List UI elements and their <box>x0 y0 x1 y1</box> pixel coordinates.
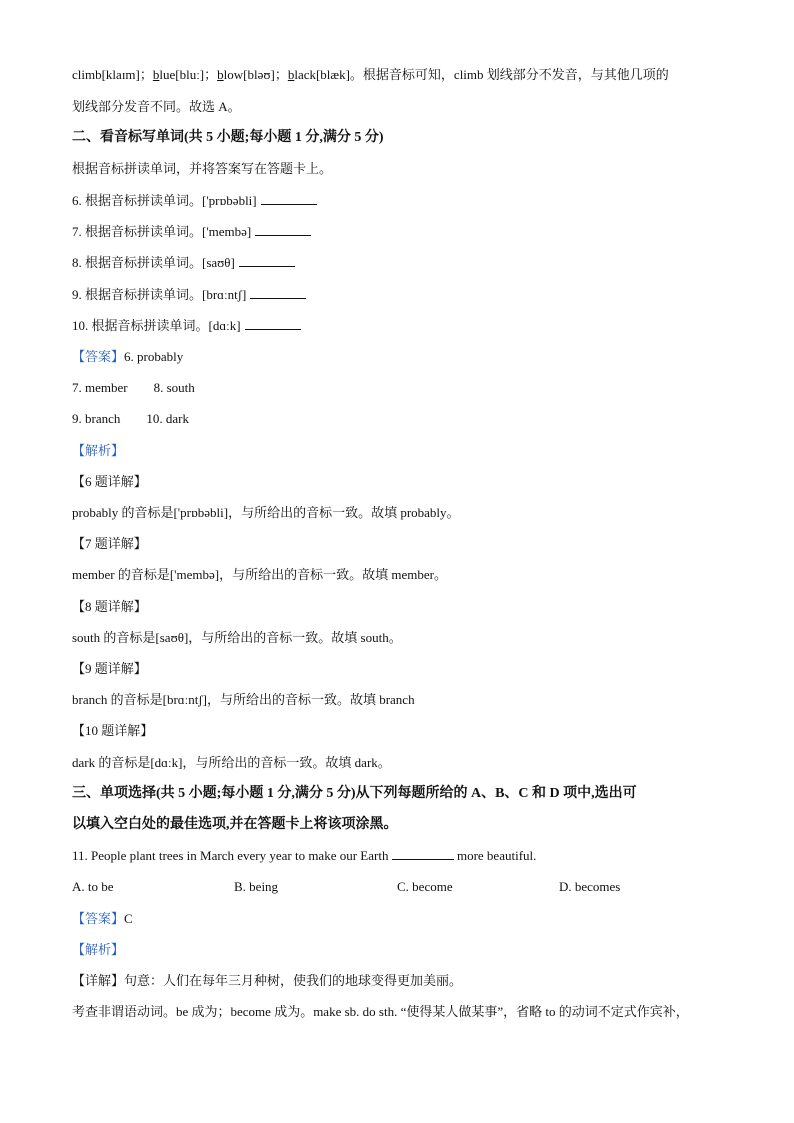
answer-blank <box>255 223 311 236</box>
detail-7-tag: 【7 题详解】 <box>72 536 147 551</box>
option-b: B. being <box>234 879 279 894</box>
detail-10-tag: 【10 题详解】 <box>72 723 154 738</box>
detail-10-text: dark 的音标是[dɑːk]，与所给出的音标一致。故填 dark。 <box>72 755 391 770</box>
answer-blank <box>392 847 454 860</box>
answer-row-3 <box>72 410 189 428</box>
answer-row-1 <box>72 348 183 366</box>
question-8 <box>72 254 295 272</box>
section-2-instruction: 根据音标拼读单词，并将答案写在答题卡上。 <box>72 161 333 176</box>
answer-10: 10. dark <box>146 411 189 426</box>
intro-text: lack[blæk]。根据音标可知，climb 划线部分不发音，与其他几项的 <box>294 67 669 82</box>
answer-blank <box>239 254 295 267</box>
underlined-letter: b <box>152 67 160 82</box>
detail-8-text: south 的音标是[saʊθ]，与所给出的音标一致。故填 south。 <box>72 630 402 645</box>
question-11 <box>72 847 536 865</box>
option-a: A. to be <box>72 879 114 894</box>
detail-6-tag: 【6 题详解】 <box>72 474 147 489</box>
detail-11 <box>72 972 462 990</box>
answer-blank <box>245 317 301 330</box>
question-text: 10. 根据音标拼读单词。[dɑːk] <box>72 318 241 333</box>
answer-8: 8. south <box>153 380 195 395</box>
question-9 <box>72 286 306 304</box>
question-text: 6. 根据音标拼读单词。['prɒbəbli] <box>72 193 257 208</box>
answer-blank <box>250 286 306 299</box>
analysis-tag: 【解析】 <box>72 942 125 957</box>
question-7 <box>72 223 311 241</box>
intro-line-2: 划线部分发音不同。故选 A。 <box>72 99 241 114</box>
underlined-letter: b <box>287 67 295 82</box>
detail-11-explanation: 考查非谓语动词。be 成为；become 成为。make sb. do sth. “使得某人做某事”，省略 to 的动词不定式作宾补， <box>72 1004 689 1019</box>
answer-row-2 <box>72 379 195 397</box>
option-c: C. become <box>397 879 453 894</box>
analysis-tag: 【解析】 <box>72 443 125 458</box>
section-2-heading: 二、看音标写单词(共 5 小题;每小题 1 分,满分 5 分) <box>72 130 384 145</box>
answer-blank <box>261 192 317 205</box>
answer-tag: 【答案】 <box>72 349 125 364</box>
question-6 <box>72 192 317 210</box>
answer-6: 6. probably <box>124 349 184 364</box>
intro-text: climb[klaɪm]； <box>72 67 153 82</box>
question-stem: 11. People plant trees in March every year to make our Earth <box>72 848 392 863</box>
detail-8-tag: 【8 题详解】 <box>72 599 147 614</box>
section-3-heading-line-2: 以填入空白处的最佳选项,并在答题卡上将该项涂黑。 <box>72 817 398 832</box>
option-d: D. becomes <box>559 879 621 894</box>
answer-tag: 【答案】 <box>72 911 125 926</box>
answer-7: 7. member <box>72 380 128 395</box>
question-text: 7. 根据音标拼读单词。['membə] <box>72 224 252 239</box>
question-stem: more beautiful. <box>453 848 537 863</box>
detail-text: 句意：人们在每年三月种树，使我们的地球变得更加美丽。 <box>124 973 463 988</box>
question-text: 8. 根据音标拼读单词。[saʊθ] <box>72 255 235 270</box>
answer-row-11 <box>72 910 133 928</box>
detail-7-text: member 的音标是['membə]，与所给出的音标一致。故填 member。 <box>72 567 447 582</box>
intro-text: lue[bluː]； <box>159 67 218 82</box>
intro-text: low[bləʊ]； <box>223 67 288 82</box>
question-10 <box>72 317 301 335</box>
intro-line-1 <box>72 66 669 84</box>
detail-tag: 【详解】 <box>72 973 125 988</box>
answer-9: 9. branch <box>72 411 121 426</box>
section-3-heading-line-1: 三、单项选择(共 5 小题;每小题 1 分,满分 5 分)从下列每题所给的 A、B、C 和 D 项中,选出可 <box>72 786 637 801</box>
answer-11: C <box>124 911 133 926</box>
detail-9-text: branch 的音标是[brɑːntʃ]，与所给出的音标一致。故填 branch <box>72 692 415 707</box>
detail-9-tag: 【9 题详解】 <box>72 661 147 676</box>
question-text: 9. 根据音标拼读单词。[brɑːntʃ] <box>72 287 247 302</box>
underlined-letter: b <box>217 67 224 82</box>
detail-6-text: probably 的音标是['prɒbəbli]，与所给出的音标一致。故填 probably。 <box>72 505 460 520</box>
